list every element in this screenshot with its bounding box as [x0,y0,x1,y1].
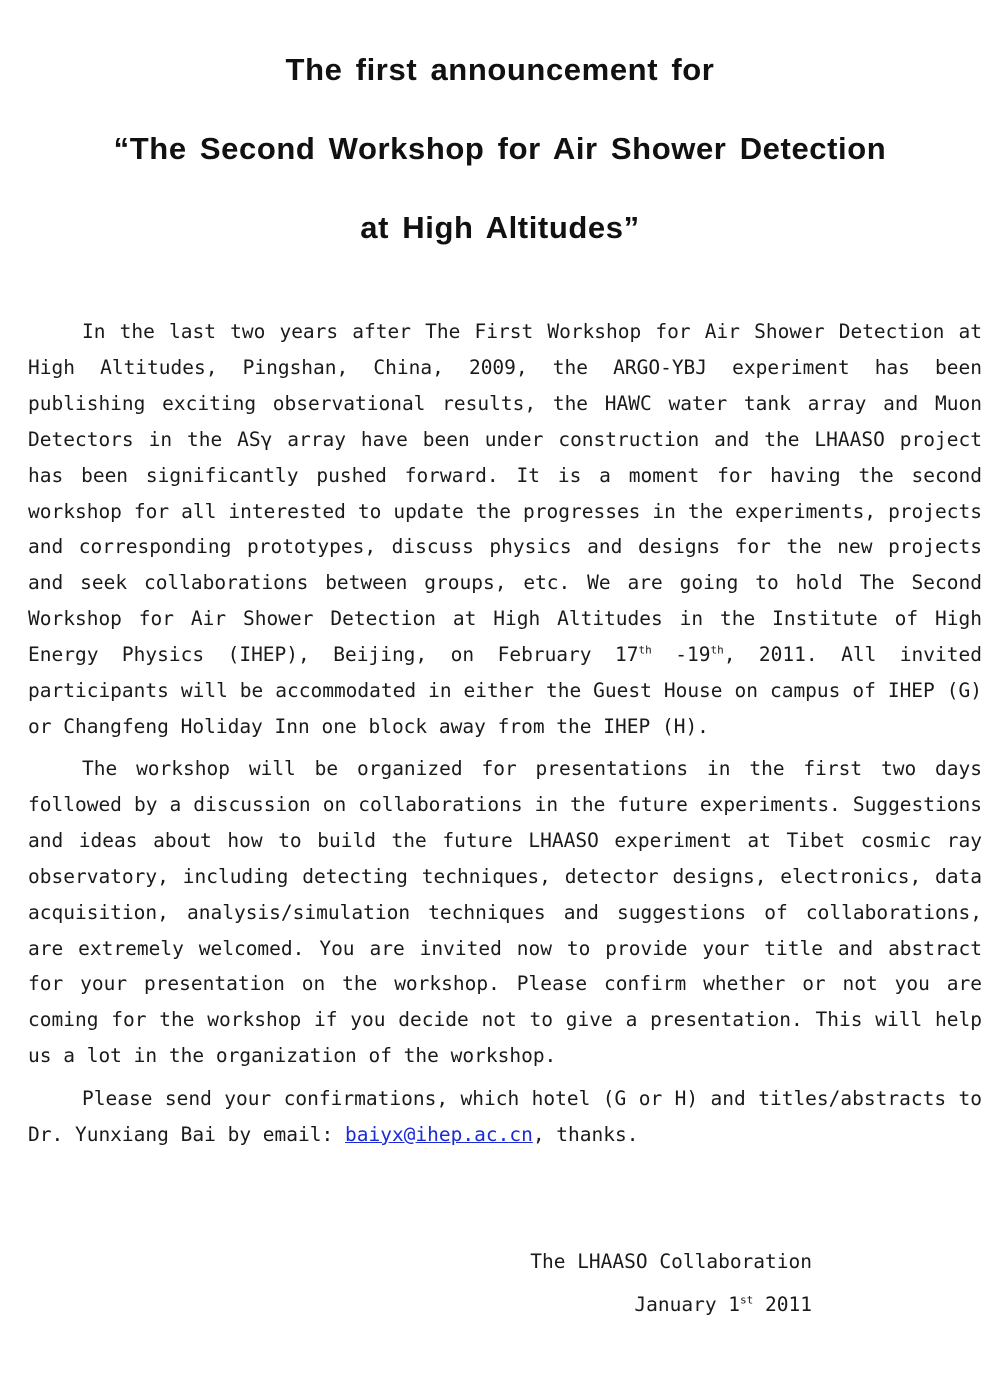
workshop-title-line-2: at High Altitudes” [360,210,640,245]
workshop-title-line-1: “The Second Workshop for Air Shower Detection [113,131,887,166]
signature-date [634,1290,812,1320]
superscript-st: st [740,1293,754,1307]
paragraph-program-text: The workshop will be organized for presentations in the first two days followed by a discussion on collaborations in the future experiments. Suggestions and ideas about how to build the future LHAASO experiment at Tibet cosmic ray observatory, including detecting techniques, detector designs, electronics, data acquisition, analysis/simulation techniques and suggestions of collaborations, are extremely welcomed. You are invited now to provide your title and abstract for your presentation on the workshop. Please confirm whether or not you are coming for the workshop if you decide not to give a presentation. This will help us a lot in the organization of the workshop. [28,757,982,1068]
signature-date-prefix: January 1 [634,1293,741,1316]
paragraph-contact-text-end: , thanks. [532,1122,639,1146]
paragraph-program [28,751,982,1074]
paragraph-contact-text: Please send your confirmations, which hotel (G or H) and titles/abstracts to Dr. Yunxiang Bai by email: [28,1087,982,1146]
paragraph-intro [28,314,982,745]
signature-date-year: 2011 [753,1293,812,1316]
superscript-th: th [710,643,724,657]
paragraph-intro-date-range: -19 [651,643,711,667]
superscript-th: th [638,643,652,657]
paragraph-intro-text: In the last two years after The First Workshop for Air Shower Detection at High Altitudes, Pingshan, China, 2009, the ARGO-YBJ experiment has been publishing exciting observational results, the HAWC water tank array and Muon Detectors in the ASγ array have been under construction and the LHAASO project has been significantly pushed forward. It is a moment for having the second workshop for all interested to update the progresses in the experiments, projects and corresponding prototypes, discuss physics and designs for the new projects and seek collaborations between groups, etc. We are going to hold The Second Workshop for Air Shower Detection at High Altitudes in the Institute of High Energy Physics (IHEP), Beijing, on February 17 [28,320,982,667]
paragraph-intro-text-end: , 2011. All invited participants will be accommodated in either the Guest House on campus of IHEP (G) or Changfeng Holiday Inn one block away from the IHEP (H). [28,643,982,738]
paragraph-contact [28,1081,982,1153]
email-link[interactable]: baiyx@ihep.ac.cn [344,1122,533,1146]
announcement-title: The first announcement for [285,52,715,87]
signature-organization: The LHAASO Collaboration [530,1250,812,1273]
